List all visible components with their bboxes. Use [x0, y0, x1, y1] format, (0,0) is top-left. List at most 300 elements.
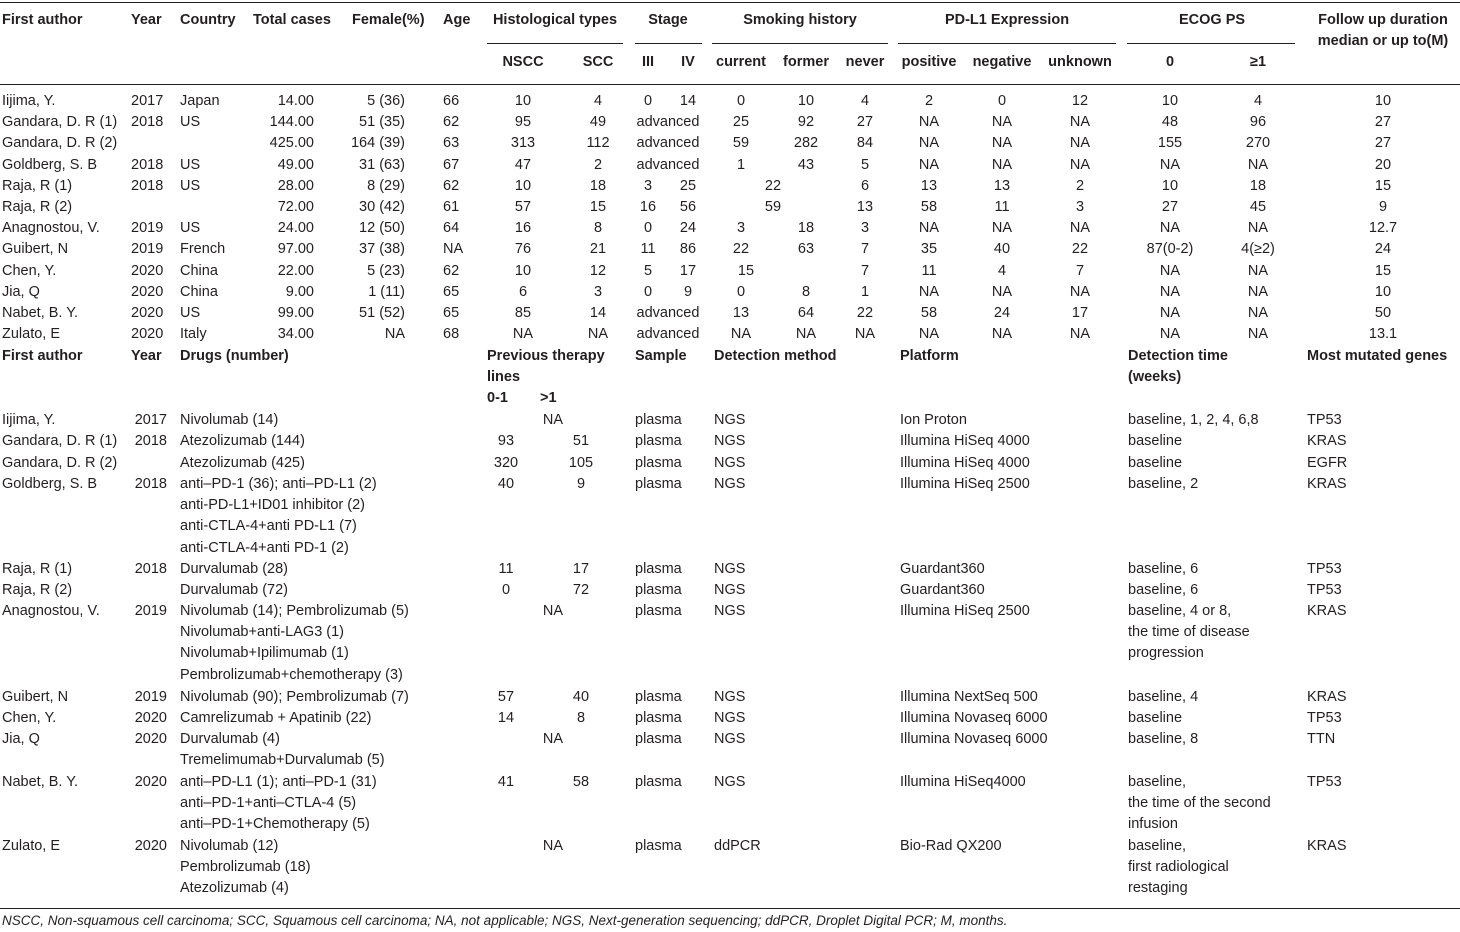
top-table-cell: 18	[589, 177, 607, 194]
col-header-histological-types: Histological types	[492, 12, 618, 28]
top-table-cell: 84	[856, 135, 874, 152]
top-table-cell: NA	[1069, 156, 1091, 173]
top-table-cell: 3	[643, 177, 653, 194]
bottom-cell-detection-time: baseline, 8	[1128, 731, 1199, 747]
top-table-cell: 8	[593, 220, 603, 237]
top-table-cell: 9	[1378, 199, 1388, 215]
bottom-cell-year: 2020	[134, 731, 167, 747]
top-table-cell: 2017	[131, 93, 164, 109]
top-table-cell: 9.00	[285, 283, 314, 300]
bottom-cell-sample: plasma	[635, 710, 682, 726]
col-subheader: negative	[972, 54, 1032, 70]
col-header-sample: Sample	[635, 348, 687, 364]
bottom-cell-method: NGS	[714, 561, 746, 577]
bottom-cell-platform: Ion Proton	[900, 412, 967, 428]
bottom-cell-drug: anti–PD-L1 (1); anti–PD-1 (31)	[180, 774, 377, 790]
top-table-cell: 96	[1249, 114, 1267, 131]
top-table-cell: 5	[860, 156, 870, 173]
bottom-cell-drug: Nivolumab (12)	[180, 838, 279, 854]
bottom-cell-year: 2019	[134, 603, 167, 619]
top-table-cell: NA	[1069, 220, 1091, 237]
bottom-cell-genes: KRAS	[1307, 476, 1347, 492]
top-table-cell: Anagnostou, V.	[2, 220, 100, 237]
top-table-cell: 5	[643, 262, 653, 279]
bottom-cell-detection-time: baseline, 4	[1128, 689, 1199, 705]
top-table-cell: 34.00	[277, 326, 314, 343]
top-table-cell: 22	[856, 305, 874, 321]
top-table-cell: 2018	[131, 156, 164, 173]
top-table-cell: 27	[1374, 135, 1392, 152]
top-table-cell: 0	[736, 93, 746, 109]
bottom-cell-therapy: NA	[542, 838, 564, 854]
top-table-cell: 22	[732, 241, 750, 258]
top-table-cell: NA	[991, 114, 1013, 131]
top-table-cell: 65	[443, 305, 460, 321]
ecog-group-rule	[1127, 43, 1295, 44]
top-table-cell: 11	[921, 262, 937, 279]
top-table-cell: 2018	[131, 177, 164, 194]
top-table-cell: NA	[587, 326, 609, 343]
top-table-cell: 2	[924, 93, 934, 109]
col-subheader: 0	[1165, 54, 1175, 70]
top-table-cell: 59	[732, 135, 750, 152]
col-header-female: Female(%)	[352, 12, 425, 28]
bottom-cell-detection-time: baseline	[1128, 710, 1183, 726]
bottom-cell-genes: TTN	[1307, 731, 1336, 747]
col-header-first-author-2: First author	[2, 348, 83, 364]
bottom-cell-drug: Durvalumab (72)	[180, 582, 288, 598]
col-header-follow-up: Follow up duration	[1318, 12, 1448, 28]
top-table-cell: 65	[443, 283, 460, 300]
top-table-cell: 31 (63)	[359, 156, 405, 173]
bottom-cell-drug: Nivolumab (14)	[180, 412, 279, 428]
top-table-cell: 164 (39)	[350, 135, 405, 152]
bottom-cell-therapy: NA	[542, 603, 564, 619]
bottom-cell-detection-time: baseline,	[1128, 774, 1187, 790]
top-table-cell: 62	[443, 262, 460, 279]
col-header-total-cases: Total cases	[253, 12, 331, 28]
bottom-cell-year: 2018	[134, 433, 167, 449]
bottom-cell-drug: anti–PD-1+Chemotherapy (5)	[180, 816, 370, 833]
top-table-cell: 8 (29)	[367, 177, 405, 194]
top-table-cell: 4	[860, 93, 870, 109]
top-table-cell: 15	[1374, 177, 1392, 194]
bottom-cell-author: Zulato, E	[2, 838, 61, 854]
top-table-cell: 11	[640, 241, 656, 258]
top-table-cell: 72.00	[277, 199, 314, 215]
bottom-cell-platform: Illumina HiSeq 4000	[900, 433, 1030, 449]
bottom-cell-detection-time: infusion	[1128, 816, 1178, 833]
col-subheader: ≥1	[1249, 54, 1267, 70]
top-table-cell: 99.00	[277, 305, 314, 321]
top-table-cell: 2	[593, 156, 603, 173]
top-table-cell: 9	[683, 283, 693, 300]
top-table-cell: 2020	[131, 283, 164, 300]
bottom-cell-drug: Nivolumab (90); Pembrolizumab (7)	[180, 689, 409, 705]
top-table-cell: 17	[1071, 305, 1089, 321]
col-header-previous-therapy: Previous therapy	[487, 348, 605, 364]
top-table-cell: NA	[991, 156, 1013, 173]
top-table-cell: 49	[589, 114, 607, 131]
col-header-year: Year	[131, 12, 162, 28]
top-table-cell: 14	[679, 93, 697, 109]
bottom-cell-therapy-0-1: 0	[501, 582, 511, 598]
top-table-cell: NA	[1247, 283, 1269, 300]
col-header-age: Age	[443, 12, 471, 28]
bottom-cell-author: Anagnostou, V.	[2, 603, 100, 619]
top-table-cell: 85	[514, 305, 532, 321]
bottom-cell-genes: TP53	[1307, 710, 1342, 726]
col-header-country: Country	[180, 12, 236, 28]
top-table-cell: 5 (23)	[367, 262, 405, 279]
col-header-first-author: First author	[2, 12, 83, 28]
top-table-cell: 87(0-2)	[1146, 241, 1194, 258]
bottom-cell-drug: anti-CTLA-4+anti PD-L1 (7)	[180, 518, 357, 535]
top-table-cell: 56	[679, 199, 697, 215]
bottom-cell-therapy-gt1: 17	[572, 561, 590, 577]
top-table-cell: 22	[764, 177, 782, 194]
col-header-detection-method: Detection method	[714, 348, 837, 364]
top-table-cell: 35	[920, 241, 938, 258]
bottom-cell-drug: Atezolizumab (425)	[180, 455, 305, 471]
bottom-cell-platform: Illumina Novaseq 6000	[900, 710, 1048, 726]
top-table-cell: 95	[514, 114, 532, 131]
bottom-cell-detection-time: first radiological	[1128, 859, 1229, 876]
top-table-cell: 86	[679, 241, 697, 258]
col-header-therapy-0-1: 0-1	[487, 390, 508, 406]
bottom-cell-drug: anti–PD-1 (36); anti–PD-L1 (2)	[180, 476, 377, 492]
top-table-cell: 12	[589, 262, 607, 279]
top-table-cell: 43	[797, 156, 815, 173]
top-table-cell: 11	[994, 199, 1010, 215]
top-table-cell: 68	[443, 326, 460, 343]
top-table-cell: 63	[797, 241, 815, 258]
bottom-cell-drug: Pembrolizumab (18)	[180, 859, 311, 876]
bottom-cell-therapy-0-1: 93	[497, 433, 515, 449]
top-table-cell: 2019	[131, 241, 164, 258]
col-header-platform: Platform	[900, 348, 959, 364]
top-table-cell: NA	[1159, 262, 1181, 279]
top-table-cell: NA	[384, 326, 405, 343]
top-table-cell: 16	[639, 199, 657, 215]
top-table-cell: 62	[443, 177, 460, 194]
col-header-mutated-genes: Most mutated genes	[1307, 348, 1448, 364]
bottom-cell-year: 2020	[134, 838, 167, 854]
col-subheader: unknown	[1048, 54, 1112, 70]
top-table-cell: 1	[860, 283, 870, 300]
col-header-previous-therapy-lines: lines	[487, 369, 521, 385]
top-table-cell: 3	[736, 220, 746, 237]
top-table-cell: Gandara, D. R (2)	[2, 135, 118, 152]
top-table-cell: 27	[1374, 114, 1392, 131]
top-table-cell: NA	[512, 326, 534, 343]
bottom-cell-author: Raja, R (1)	[2, 561, 73, 577]
top-table-cell: 58	[920, 305, 938, 321]
top-table-cell: US	[180, 156, 201, 173]
top-table-cell: NA	[1247, 220, 1269, 237]
bottom-cell-platform: Illumina NextSeq 500	[900, 689, 1038, 705]
top-table-cell: NA	[1159, 156, 1181, 173]
bottom-cell-sample: plasma	[635, 412, 682, 428]
bottom-cell-sample: plasma	[635, 603, 682, 619]
top-table-cell: 313	[510, 135, 536, 152]
top-table-cell: 2	[1075, 177, 1085, 194]
top-table-cell: 14	[589, 305, 607, 321]
top-table-cell: NA	[918, 283, 940, 300]
top-table-cell: 15	[1374, 262, 1392, 279]
top-table-cell: 49.00	[277, 156, 314, 173]
top-table-cell: 66	[443, 93, 460, 109]
bottom-cell-therapy-0-1: 11	[498, 561, 514, 577]
top-table-cell: 0	[643, 283, 653, 300]
bottom-cell-method: NGS	[714, 710, 746, 726]
bottom-cell-method: ddPCR	[714, 838, 761, 854]
bottom-cell-genes: TP53	[1307, 412, 1342, 428]
bottom-cell-therapy-gt1: 51	[572, 433, 590, 449]
top-table-cell: advanced	[636, 114, 700, 131]
top-table-cell: 76	[514, 241, 532, 258]
table-bottom-rule	[0, 908, 1460, 909]
top-table-cell: 5 (36)	[367, 93, 405, 109]
top-table-cell: 3	[860, 220, 870, 237]
top-table-cell: 62	[443, 114, 460, 131]
bottom-cell-method: NGS	[714, 476, 746, 492]
top-table-cell: NA	[854, 326, 876, 343]
top-table-cell: 13	[993, 177, 1011, 194]
top-table-cell: NA	[1159, 305, 1181, 321]
bottom-cell-sample: plasma	[635, 838, 682, 854]
top-table-cell: Raja, R (1)	[2, 177, 73, 194]
top-table-cell: 48	[1161, 114, 1179, 131]
top-table-cell: NA	[730, 326, 752, 343]
bottom-cell-year: 2018	[134, 476, 167, 492]
top-table-cell: Italy	[180, 326, 207, 343]
col-subheader: never	[845, 54, 885, 70]
top-table-cell: 7	[860, 262, 870, 279]
top-table-cell: 1	[736, 156, 746, 173]
top-table-cell: Zulato, E	[2, 326, 61, 343]
bottom-cell-genes: EGFR	[1307, 455, 1348, 471]
top-table-cell: 6	[860, 177, 870, 194]
top-table-cell: 2020	[131, 305, 164, 321]
bottom-cell-detection-time: the time of the second	[1128, 795, 1271, 812]
top-table-cell: NA	[1069, 283, 1091, 300]
col-header-stage: Stage	[648, 12, 688, 28]
top-table-cell: 10	[1374, 283, 1392, 300]
top-table-cell: NA	[1069, 114, 1091, 131]
bottom-cell-year: 2018	[134, 561, 167, 577]
top-table-cell: 10	[797, 93, 815, 109]
col-subheader: SCC	[582, 54, 614, 70]
top-table-cell: 28.00	[277, 177, 314, 194]
bottom-cell-detection-time: baseline	[1128, 433, 1183, 449]
top-table-cell: 4(≥2)	[1241, 241, 1275, 258]
bottom-cell-therapy-0-1: 57	[497, 689, 515, 705]
top-table-cell: 63	[443, 135, 460, 152]
bottom-cell-therapy-0-1: 14	[497, 710, 515, 726]
top-table-cell: US	[180, 177, 201, 194]
bottom-cell-method: NGS	[714, 455, 746, 471]
top-table-cell: 7	[1075, 262, 1085, 279]
top-table-cell: NA	[918, 326, 940, 343]
bottom-cell-therapy-gt1: 105	[568, 455, 594, 471]
bottom-cell-sample: plasma	[635, 582, 682, 598]
top-table-cell: Iijima, Y.	[2, 93, 56, 109]
top-table-cell: 0	[643, 93, 653, 109]
bottom-cell-author: Goldberg, S. B	[2, 476, 98, 492]
bottom-cell-author: Raja, R (2)	[2, 582, 73, 598]
top-table-cell: 92	[797, 114, 815, 131]
bottom-cell-platform: Guardant360	[900, 582, 985, 598]
histology-group-rule	[487, 43, 623, 44]
bottom-cell-drug: Camrelizumab + Apatinib (22)	[180, 710, 372, 726]
bottom-cell-genes: KRAS	[1307, 433, 1347, 449]
top-table-cell: NA	[1159, 220, 1181, 237]
bottom-cell-drug: anti-PD-L1+ID01 inhibitor (2)	[180, 497, 365, 514]
bottom-cell-platform: Guardant360	[900, 561, 985, 577]
col-header-year-2: Year	[131, 348, 162, 364]
top-table-cell: 282	[793, 135, 819, 152]
top-table-cell: 16	[514, 220, 532, 237]
top-table-cell: 27	[856, 114, 874, 131]
top-table-cell: NA	[1247, 326, 1269, 343]
top-table-cell: 45	[1249, 199, 1267, 215]
bottom-cell-detection-time: restaging	[1128, 880, 1188, 897]
top-table-cell: US	[180, 114, 201, 131]
col-subheader: positive	[901, 54, 957, 70]
col-subheader: former	[783, 54, 829, 70]
col-header-follow-up-unit: median or up to(M)	[1317, 33, 1449, 49]
top-table-cell: Nabet, B. Y.	[2, 305, 79, 321]
bottom-cell-therapy-0-1: 320	[493, 455, 519, 471]
top-table-cell: NA	[918, 135, 940, 152]
bottom-cell-year: 2020	[134, 710, 167, 726]
top-table-cell: 15	[737, 262, 755, 279]
bottom-cell-drug: anti-CTLA-4+anti PD-1 (2)	[180, 539, 349, 556]
col-header-drugs: Drugs (number)	[180, 348, 289, 364]
top-table-cell: 2020	[131, 326, 164, 343]
top-table-cell: 67	[443, 156, 460, 173]
bottom-cell-detection-time: baseline, 6	[1128, 561, 1199, 577]
top-table-cell: advanced	[636, 156, 700, 173]
bottom-cell-sample: plasma	[635, 476, 682, 492]
top-table-cell: 2020	[131, 262, 164, 279]
top-table-cell: NA	[1159, 326, 1181, 343]
top-table-cell: NA	[918, 156, 940, 173]
top-table-cell: NA	[918, 220, 940, 237]
col-subheader: NSCC	[502, 54, 544, 70]
top-table-cell: 13	[732, 305, 750, 321]
top-table-cell: 10	[514, 93, 532, 109]
col-header-detection-time-unit: (weeks)	[1128, 369, 1182, 385]
bottom-cell-sample: plasma	[635, 689, 682, 705]
top-table-cell: 51 (35)	[359, 114, 405, 131]
top-table-cell: 7	[860, 241, 870, 258]
top-table-cell: 57	[514, 199, 532, 215]
top-table-cell: Guibert, N	[2, 241, 69, 258]
top-table-cell: 12.7	[1368, 220, 1398, 237]
col-header-smoking-history: Smoking history	[743, 12, 857, 28]
bottom-cell-author: Gandara, D. R (1)	[2, 433, 118, 449]
top-table-cell: French	[180, 241, 226, 258]
bottom-cell-detection-time: baseline, 2	[1128, 476, 1199, 492]
bottom-cell-method: NGS	[714, 689, 746, 705]
bottom-cell-author: Jia, Q	[2, 731, 40, 747]
bottom-cell-drug: Pembrolizumab+chemotherapy (3)	[180, 666, 403, 683]
bottom-cell-platform: Illumina HiSeq 2500	[900, 603, 1030, 619]
bottom-cell-sample: plasma	[635, 731, 682, 747]
top-table-cell: NA	[918, 114, 940, 131]
bottom-cell-method: NGS	[714, 731, 746, 747]
top-table-cell: 13	[856, 199, 874, 215]
bottom-cell-detection-time: baseline	[1128, 455, 1183, 471]
top-table-cell: 64	[443, 220, 460, 237]
bottom-cell-year: 2017	[134, 412, 167, 428]
bottom-cell-drug: Nivolumab (14); Pembrolizumab (5)	[180, 603, 409, 619]
top-table-cell: 10	[514, 177, 532, 194]
top-table-cell: US	[180, 305, 201, 321]
bottom-cell-detection-time: baseline, 6	[1128, 582, 1199, 598]
bottom-cell-platform: Illumina HiSeq4000	[900, 774, 1026, 790]
top-table-cell: 58	[920, 199, 938, 215]
top-table-cell: 10	[1161, 177, 1179, 194]
top-table-cell: NA	[1247, 156, 1269, 173]
top-table-cell: 24.00	[277, 220, 314, 237]
col-subheader: IV	[681, 54, 695, 70]
top-table-cell: NA	[991, 326, 1013, 343]
top-table-cell: Raja, R (2)	[2, 199, 73, 215]
top-table-cell: Goldberg, S. B	[2, 156, 98, 173]
top-table-cell: 6	[518, 283, 528, 300]
top-table-cell: NA	[795, 326, 817, 343]
top-table-cell: NA	[991, 283, 1013, 300]
top-table-cell: 14.00	[277, 93, 314, 109]
top-table-cell: advanced	[636, 305, 700, 321]
bottom-cell-drug: Nivolumab+anti-LAG3 (1)	[180, 624, 345, 641]
smoking-group-rule	[712, 43, 888, 44]
top-table-cell: 15	[589, 199, 607, 215]
top-table-cell: 50	[1374, 305, 1392, 321]
bottom-cell-genes: TP53	[1307, 774, 1342, 790]
bottom-cell-year: 2019	[134, 689, 167, 705]
top-table-cell: NA	[443, 241, 464, 258]
bottom-cell-author: Iijima, Y.	[2, 412, 56, 428]
bottom-cell-drug: Durvalumab (4)	[180, 731, 280, 747]
top-table-cell: 24	[993, 305, 1011, 321]
top-table-cell: China	[180, 262, 218, 279]
top-table-cell: Jia, Q	[2, 283, 40, 300]
bottom-cell-detection-time: the time of disease	[1128, 624, 1250, 641]
bottom-cell-therapy-0-1: 40	[497, 476, 515, 492]
top-table-cell: 0	[736, 283, 746, 300]
top-table-cell: 18	[797, 220, 815, 237]
bottom-cell-author: Gandara, D. R (2)	[2, 455, 118, 471]
bottom-cell-detection-time: baseline, 4 or 8,	[1128, 603, 1232, 619]
top-table-cell: NA	[1069, 135, 1091, 152]
bottom-cell-genes: TP53	[1307, 561, 1342, 577]
top-table-cell: 0	[643, 220, 653, 237]
top-table-cell: NA	[1247, 262, 1269, 279]
col-subheader: current	[716, 54, 766, 70]
top-table-cell: 27	[1161, 199, 1179, 215]
bottom-cell-detection-time: baseline,	[1128, 838, 1187, 854]
top-table-cell: 3	[593, 283, 603, 300]
col-subheader: III	[641, 54, 655, 70]
bottom-cell-drug: Tremelimumab+Durvalumab (5)	[180, 752, 385, 769]
bottom-cell-therapy-gt1: 9	[576, 476, 586, 492]
top-table-cell: 25	[679, 177, 697, 194]
top-table-cell: 12 (50)	[359, 220, 405, 237]
